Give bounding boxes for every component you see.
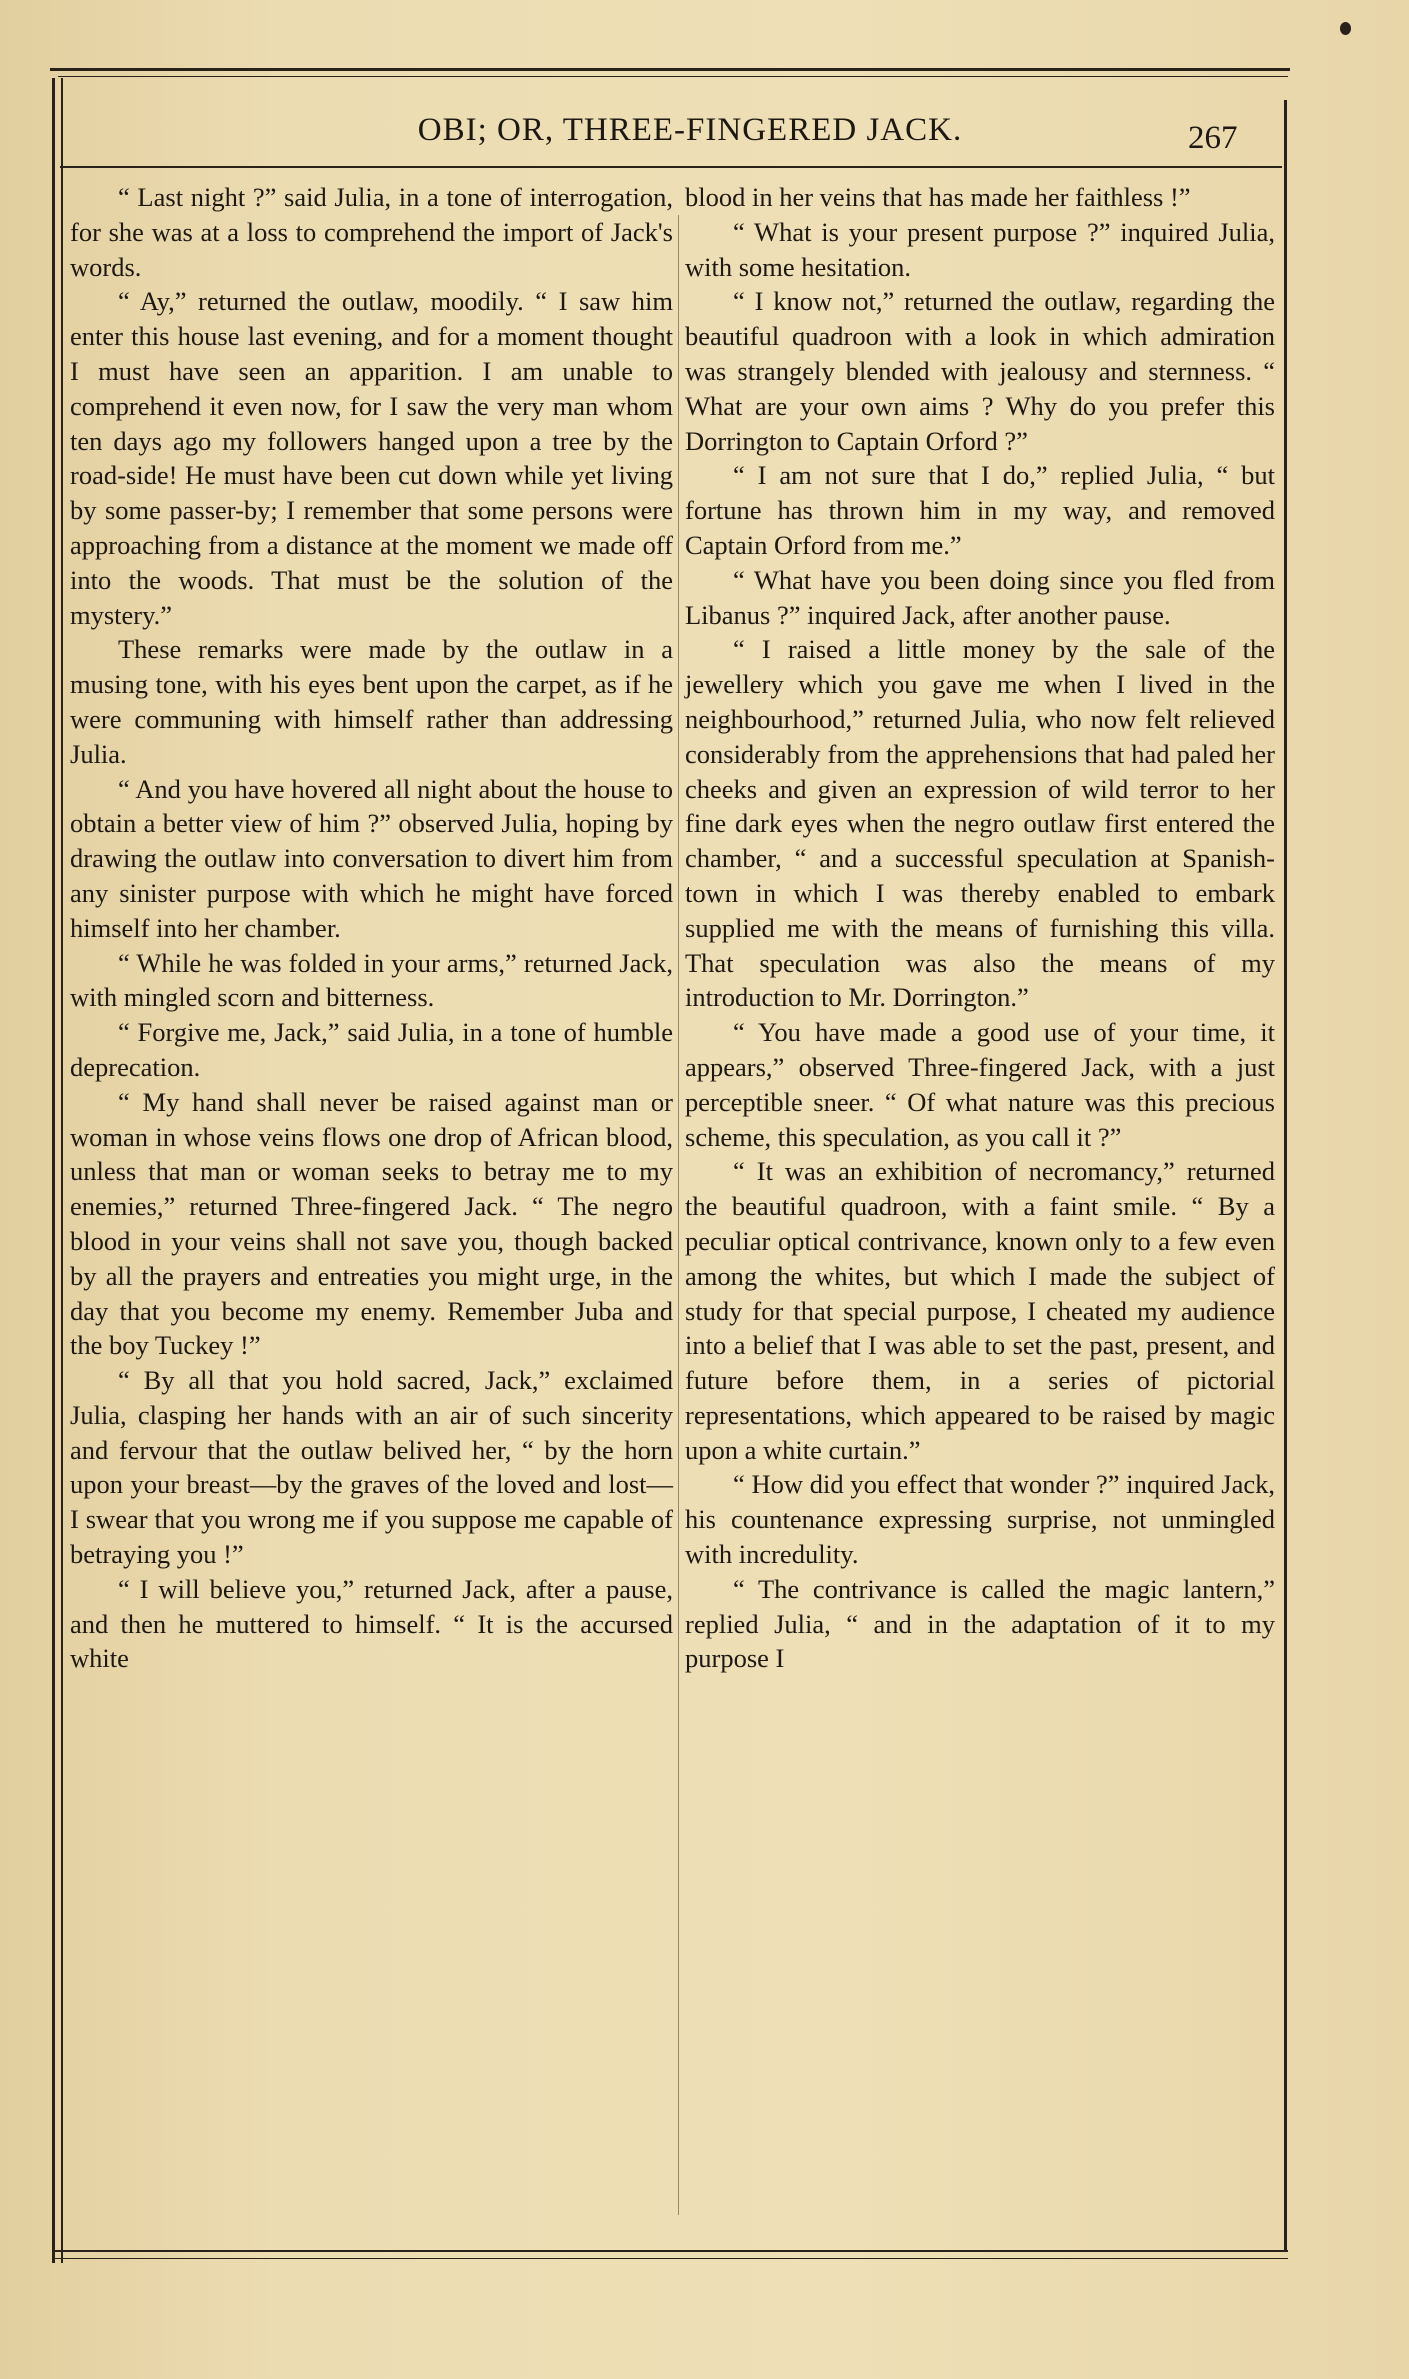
- bottom-rule: [52, 2250, 1288, 2252]
- ink-dot: [1340, 22, 1351, 35]
- paragraph: “ I am not sure that I do,” replied Julia, “ but fortune has thrown him in my way, and removed Captain Orford from me.”: [685, 460, 1275, 560]
- left-frame-rule: [52, 78, 63, 2263]
- paragraph: “ What is your present purpose ?” inquired Julia, with some hesitation.: [685, 216, 1275, 282]
- paragraph: “ You have made a good use of your time, it appears,” observed Three-fingered Jack, with a just perceptible sneer. “ Of what nature was this precious scheme, this speculation, as you call it ?”: [685, 1017, 1275, 1152]
- page-number: 267: [1188, 120, 1238, 156]
- paragraph: “ What have you been doing since you fled from Libanus ?” inquired Jack, after another pause.: [685, 564, 1275, 630]
- right-column: [685, 180, 1275, 2240]
- paragraph: “ It was an exhibition of necromancy,” returned the beautiful quadroon, with a faint smile. “ By a peculiar optical contrivance, known only to a few even among the whites, but which I made the subject of study for that special purpose, I cheated my audience into a belief that I was able to set the past, present, and future before them, in a series of pictorial representations, which appeared to be raised by magic upon a white curtain.”: [685, 1156, 1275, 1465]
- paragraph: “ Last night ?” said Julia, in a tone of interrogation, for she was at a loss to comprehend the import of Jack's words.: [70, 182, 673, 282]
- paragraph: “ And you have hovered all night about the house to obtain a better view of him ?” observed Julia, hoping by drawing the outlaw into conversation to divert him from any sinister purpose with which he might have forced himself into her chamber.: [70, 773, 673, 943]
- paragraph: “ How did you effect that wonder ?” inquired Jack, his countenance expressing surprise, not unmingled with incredulity.: [685, 1469, 1275, 1570]
- paragraph: “ Forgive me, Jack,” said Julia, in a tone of humble deprecation.: [70, 1017, 673, 1082]
- top-rule-thin: [58, 76, 1288, 77]
- paragraph: “ While he was folded in your arms,” returned Jack, with mingled scorn and bitterness.: [70, 947, 673, 1013]
- paragraph: “ The contrivance is called the magic lantern,” replied Julia, “ and in the adaptation of it to my purpose I: [685, 1573, 1275, 1674]
- paragraph: “ I know not,” returned the outlaw, regarding the beautiful quadroon with a look in which admiration was strangely blended with jealousy and sternness. “ What are your own aims ? Why do you prefer this Dorrington to Captain Orford ?”: [685, 286, 1275, 456]
- paragraph: “ I raised a little money by the sale of the jewellery which you gave me when I lived in the neighbourhood,” returned Julia, who now felt relieved considerably from the apprehensions that had paled her cheeks and given an expression of wild terror to her fine dark eyes when the negro outlaw first entered the chamber, “ and a successful speculation at Spanish-town in which I was thereby enabled to embark supplied me with the means of furnishing this villa. That speculation was also the means of my introduction to Mr. Dorrington.”: [685, 634, 1275, 1013]
- paragraph: “ Ay,” returned the outlaw, moodily. “ I saw him enter this house last evening, and for a moment thought I must have seen an apparition. I am unable to comprehend it even now, for I saw the very man whom ten days ago my followers hanged upon a tree by the road-side! He must have been cut down while yet living by some passer-by; I remember that some persons were approaching from a distance at the moment we made off into the woods. That must be the solution of the mystery.”: [70, 286, 673, 630]
- top-rule: [50, 68, 1290, 71]
- paragraph: These remarks were made by the outlaw in a musing tone, with his eyes bent upon the carpet, as if he were communing with himself rather than addressing Julia.: [70, 634, 673, 769]
- running-title: OBI; OR, THREE-FINGERED JACK.: [417, 112, 963, 148]
- right-frame-rule: [1284, 100, 1291, 2250]
- bottom-rule-thin: [52, 2258, 1288, 2259]
- paragraph: “ By all that you hold sacred, Jack,” exclaimed Julia, clasping her hands with an air of such sincerity and fervour that the outlaw belived her, “ by the horn upon your breast—by the graves of the loved and lost—I swear that you wrong me if you suppose me capable of betraying you !”: [70, 1365, 673, 1570]
- header-rule: [60, 166, 1282, 168]
- left-column: [70, 180, 673, 2240]
- paragraph-continuation: blood in her veins that has made her faithless !”: [685, 182, 1191, 212]
- paragraph: “ I will believe you,” returned Jack, after a pause, and then he muttered to himself. “ It is the accursed white: [70, 1573, 673, 1674]
- column-divider: [678, 215, 679, 2215]
- paragraph: “ My hand shall never be raised against man or woman in whose veins flows one drop of African blood, unless that man or woman seeks to betray me to my enemies,” returned Three-fingered Jack. “ The negro blood in your veins shall not save you, though backed by all the prayers and entreaties you might urge, in the day that you become my enemy. Remember Juba and the boy Tuckey !”: [70, 1086, 673, 1361]
